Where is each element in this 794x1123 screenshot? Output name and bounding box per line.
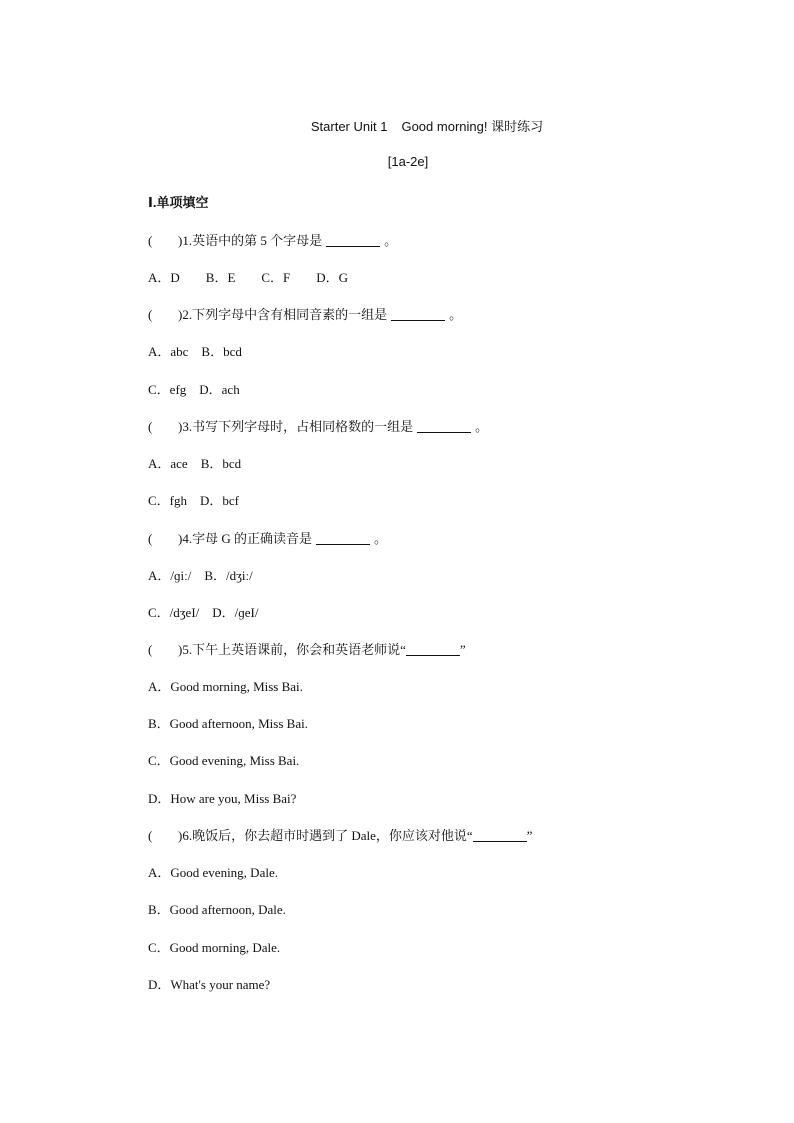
option-line: A．ace B．bcd	[148, 456, 242, 471]
question-end: ”	[526, 828, 533, 843]
option-line: A．Good evening, Dale.	[148, 865, 278, 880]
option-line: C．/dʒeI/ D．/ɡeI/	[148, 605, 259, 620]
question-stem: )5.下午上英语课前，你会和英语老师说“	[178, 642, 406, 657]
answer-blank	[391, 308, 445, 321]
answer-paren: (	[148, 531, 153, 546]
option-line: A．D B．E C．F D．G	[148, 270, 349, 285]
title-type: 课时练习	[491, 119, 544, 134]
option-line: C．Good evening, Miss Bai.	[148, 753, 300, 768]
option-line: B．Good afternoon, Miss Bai.	[148, 716, 308, 731]
question-stem: )3.书写下列字母时，占相同格数的一组是	[178, 419, 414, 434]
answer-blank	[473, 829, 527, 842]
question-4	[148, 528, 387, 547]
option-line: A．Good morning, Miss Bai.	[148, 679, 303, 694]
option-line: C．efg D．ach	[148, 382, 240, 397]
question-2	[148, 304, 462, 323]
option-line: D．What's your name?	[148, 977, 271, 992]
question-end: ”	[459, 642, 466, 657]
answer-blank	[417, 420, 471, 433]
answer-paren: (	[148, 419, 153, 434]
option-line: B．Good afternoon, Dale.	[148, 902, 286, 917]
title-lesson: Good morning!	[401, 119, 488, 134]
question-stem: )6.晚饭后，你去超市时遇到了 Dale，你应该对他说“	[178, 828, 473, 843]
question-end: 。	[384, 233, 398, 248]
option-line: C．fgh D．bcf	[148, 493, 239, 508]
question-end: 。	[373, 531, 387, 546]
page-title	[0, 116, 794, 135]
question-end: 。	[475, 419, 489, 434]
option-line: A．abc B．bcd	[148, 344, 242, 359]
question-5	[148, 639, 466, 658]
question-6	[148, 825, 532, 844]
question-1	[148, 230, 397, 249]
option-line: A．/ɡiː/ B．/dʒiː/	[148, 568, 253, 583]
question-stem: )1.英语中的第 5 个字母是	[178, 233, 323, 248]
question-stem: )2.下列字母中含有相同音素的一组是	[178, 307, 388, 322]
option-line: C．Good morning, Dale.	[148, 940, 281, 955]
question-3	[148, 416, 488, 435]
question-end: 。	[449, 307, 463, 322]
page-subtitle: [1a-2e]	[387, 154, 429, 169]
answer-paren: (	[148, 828, 153, 843]
answer-blank	[316, 532, 370, 545]
answer-blank	[406, 643, 460, 656]
option-line: D．How are you, Miss Bai?	[148, 791, 297, 806]
section-heading: Ⅰ.单项填空	[148, 195, 209, 210]
answer-blank	[326, 234, 380, 247]
question-stem: )4.字母 G 的正确读音是	[178, 531, 312, 546]
title-unit: Starter Unit 1	[310, 119, 388, 134]
answer-paren: (	[148, 233, 153, 248]
answer-paren: (	[148, 642, 153, 657]
answer-paren: (	[148, 307, 153, 322]
